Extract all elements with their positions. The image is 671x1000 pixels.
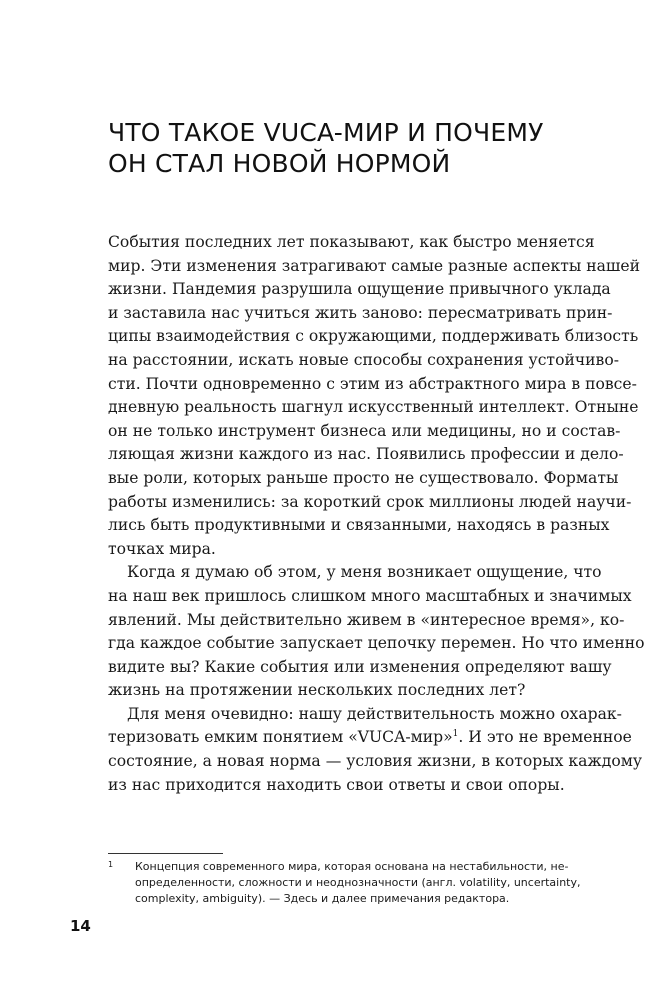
text-fragment: теризовать емким понятием «VUCA-мир» xyxy=(108,728,453,747)
footnote-reference[interactable]: 1 xyxy=(452,729,459,740)
text-line: гда каждое событие запускает цепочку перемен. Но что именно xyxy=(108,634,645,653)
text-line: ляющая жизни каждого из нас. Появились профессии и дело- xyxy=(108,445,624,464)
text-line-with-footnote-ref xyxy=(108,726,632,750)
text-fragment: . И это не временное xyxy=(458,728,632,747)
text-line: на наш век пришлось слишком много масштабных и значимых xyxy=(108,586,632,605)
text-line: жизнь на протяжении нескольких последних лет? xyxy=(108,681,526,700)
text-line: дневную реальность шагнул искусственный интеллект. Отныне xyxy=(108,398,639,417)
text-line: на расстоянии, искать новые способы сохранения устойчиво- xyxy=(108,350,619,369)
text-line: Для меня очевидно: нашу действительность можно охарак- xyxy=(127,704,622,723)
text-line: ципы взаимодействия с окружающими, поддерживать близость xyxy=(108,327,639,346)
chapter-heading-line-2: ОН СТАЛ НОВОЙ НОРМОЙ xyxy=(108,149,451,178)
footnote-divider xyxy=(108,853,223,854)
text-line: мир. Эти изменения затрагивают самые разные аспекты нашей xyxy=(108,256,641,275)
text-line: жизни. Пандемия разрушила ощущение привычного уклада xyxy=(108,280,611,299)
text-line: сти. Почти одновременно с этим из абстрактного мира в повсе- xyxy=(108,374,637,393)
footnote-line: complexity, ambiguity). — Здесь и далее примечания редактора. xyxy=(135,892,510,905)
text-line: он не только инструмент бизнеса или медицины, но и состав- xyxy=(108,421,621,440)
chapter-heading-line-1: ЧТО ТАКОЕ VUCA-МИР И ПОЧЕМУ xyxy=(108,118,544,147)
paragraph-2 xyxy=(108,561,645,703)
text-line: явлений. Мы действительно живем в «интересное время», ко- xyxy=(108,610,625,629)
text-line: видите вы? Какие события или изменения определяют вашу xyxy=(108,657,612,676)
text-line: лись быть продуктивными и связанными, находясь в разных xyxy=(108,516,610,535)
text-line: вые роли, которых раньше просто не существовало. Форматы xyxy=(108,468,619,487)
footnote-line: определенности, сложности и неоднозначности (англ. volatility, uncertainty, xyxy=(135,876,581,889)
footnote-mark: 1 xyxy=(108,860,114,869)
paragraph-1 xyxy=(108,231,641,561)
text-line: События последних лет показывают, как быстро меняется xyxy=(108,233,595,251)
text-line: работы изменились: за короткий срок миллионы людей научи- xyxy=(108,492,632,511)
paragraph-3 xyxy=(108,703,643,797)
chapter-heading xyxy=(108,117,608,179)
text-line: точках мира. xyxy=(108,539,216,558)
footnote-line: Концепция современного мира, которая основана на нестабильности, не- xyxy=(135,860,569,873)
text-line: Когда я думаю об этом, у меня возникает ощущение, что xyxy=(127,563,602,582)
footnote xyxy=(108,859,586,907)
text-line: из нас приходится находить свои ответы и свои опоры. xyxy=(108,775,565,794)
text-line: состояние, а новая норма — условия жизни, в которых каждому xyxy=(108,752,643,771)
body-text xyxy=(108,231,645,797)
text-line: и заставила нас учиться жить заново: пересматривать прин- xyxy=(108,303,613,322)
page-number: 14 xyxy=(70,917,91,935)
